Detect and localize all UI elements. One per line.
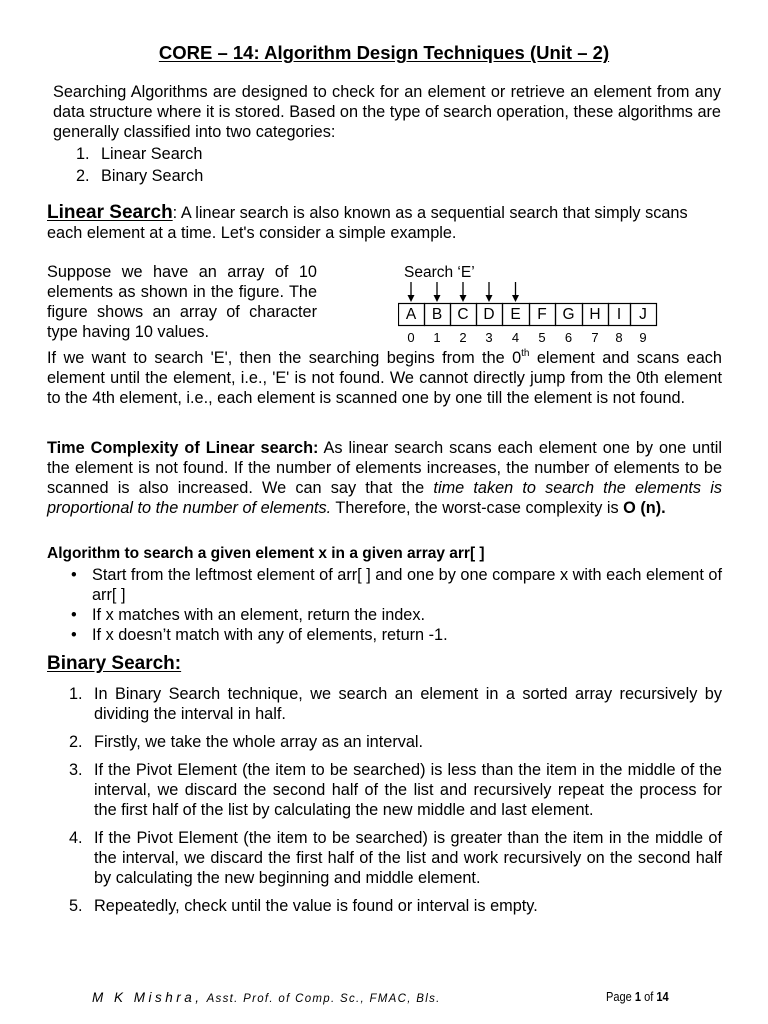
- linear-search-heading: Linear Search: [47, 202, 173, 223]
- array-index-label: 5: [538, 330, 546, 345]
- array-cell-label: J: [639, 306, 647, 323]
- array-index-label: 0: [407, 330, 415, 345]
- binary-search-heading-wrap: [47, 654, 181, 674]
- array-index-label: 8: [615, 330, 623, 345]
- binary-search-heading: Binary Search:: [47, 653, 182, 674]
- array-figure: [398, 262, 658, 348]
- array-cell-label: I: [616, 306, 622, 323]
- arrow-head: [486, 295, 493, 302]
- array-diagram: [398, 262, 658, 348]
- arrow-head: [512, 295, 519, 302]
- example-paragraph: Suppose we have an array of 10 elements as shown in the figure. The figure shows an array of character type having 10 values.: [47, 263, 317, 341]
- arrow-head: [434, 295, 441, 302]
- linear-search-intro: [47, 203, 727, 243]
- array-cell-label: G: [562, 306, 575, 323]
- array-cell-label: A: [405, 306, 417, 323]
- list-item: 4. If the Pivot Element (the item to be searched) is greater than the item in the middle of the interval, we discard the first half of the list and work recursively on the second half by calculating the new beginning and middle element.: [69, 829, 722, 887]
- array-cell-label: B: [431, 306, 443, 323]
- page-title: CORE – 14: Algorithm Design Techniques (Unit – 2): [158, 42, 610, 63]
- arrow-head: [408, 295, 415, 302]
- algorithm-title: Algorithm to search a given element x in a given array arr[ ]: [47, 545, 485, 562]
- time-complexity-label: Time Complexity of Linear search:: [47, 439, 319, 457]
- linear-search-explanation: If we want to search 'E', then the searching begins from the 0th element and scans each element until the element, i.e., 'E' is not found. We cannot directly jump from the 0th element to the 4th element, i.e., each element is scanned one by one till the element is not found.: [47, 348, 722, 407]
- algorithm-steps: [67, 565, 722, 645]
- page-number: Page 1 of 14: [606, 989, 669, 1004]
- array-cell-label: C: [457, 306, 469, 323]
- array-cell-label: E: [510, 306, 521, 323]
- binary-search-steps: [69, 684, 722, 916]
- arrow-head: [460, 295, 467, 302]
- array-index-label: 2: [459, 330, 467, 345]
- intro-paragraph: Searching Algorithms are designed to check for an element or retrieve an element from any data structure where it is stored. Based on the type of search operation, these algorithms are generally classified into two categories:: [53, 83, 721, 141]
- list-item: • If x doesn’t match with any of elements, return -1.: [71, 626, 448, 644]
- list-item: 1. In Binary Search technique, we search an element in a sorted array recursively by dividing the interval in half.: [69, 685, 722, 723]
- array-cell-label: F: [537, 306, 547, 323]
- array-index-label: 3: [485, 330, 493, 345]
- list-item: 2. Firstly, we take the whole array as an interval.: [69, 733, 424, 751]
- array-index-label: 1: [433, 330, 441, 345]
- time-complexity-paragraph: Time Complexity of Linear search: As linear search scans each element one by one until the element is not found. If the number of elements increases, the number of elements to be scanned is also increased. We can say that the time taken to search the elements is proportional to the number of elements. Therefore, the worst-case complexity is O (n).: [47, 439, 722, 517]
- array-index-label: 7: [591, 330, 599, 345]
- list-item: 1. Linear Search: [76, 145, 203, 163]
- list-item: 3. If the Pivot Element (the item to be searched) is less than the item in the middle of the interval, we discard the second half of the list and recursively repeat the process for the first half of the list by calculating the new middle and last element.: [69, 761, 722, 819]
- linear-search-definition: : A linear search is also known as a sequential search that simply scans each element at a time. Let's consider a simple example.: [47, 204, 688, 242]
- list-item: 5. Repeatedly, check until the value is found or interval is empty.: [69, 897, 538, 915]
- footer-author: M K Mishra, Asst. Prof. of Comp. Sc., FMAC, Bls.: [92, 990, 441, 1005]
- category-list: [76, 143, 376, 187]
- list-item: • Start from the leftmost element of arr[ ] and one by one compare x with each element of arr[ ]: [71, 566, 722, 604]
- search-caption: Search ‘E’: [404, 264, 475, 281]
- array-cell-label: D: [483, 306, 495, 323]
- array-cell-label: H: [589, 306, 601, 323]
- list-item: 2. Binary Search: [76, 167, 204, 185]
- array-index-label: 9: [639, 330, 647, 345]
- array-index-label: 4: [511, 330, 520, 345]
- array-index-label: 6: [564, 330, 573, 345]
- list-item: • If x matches with an element, return the index.: [71, 606, 426, 624]
